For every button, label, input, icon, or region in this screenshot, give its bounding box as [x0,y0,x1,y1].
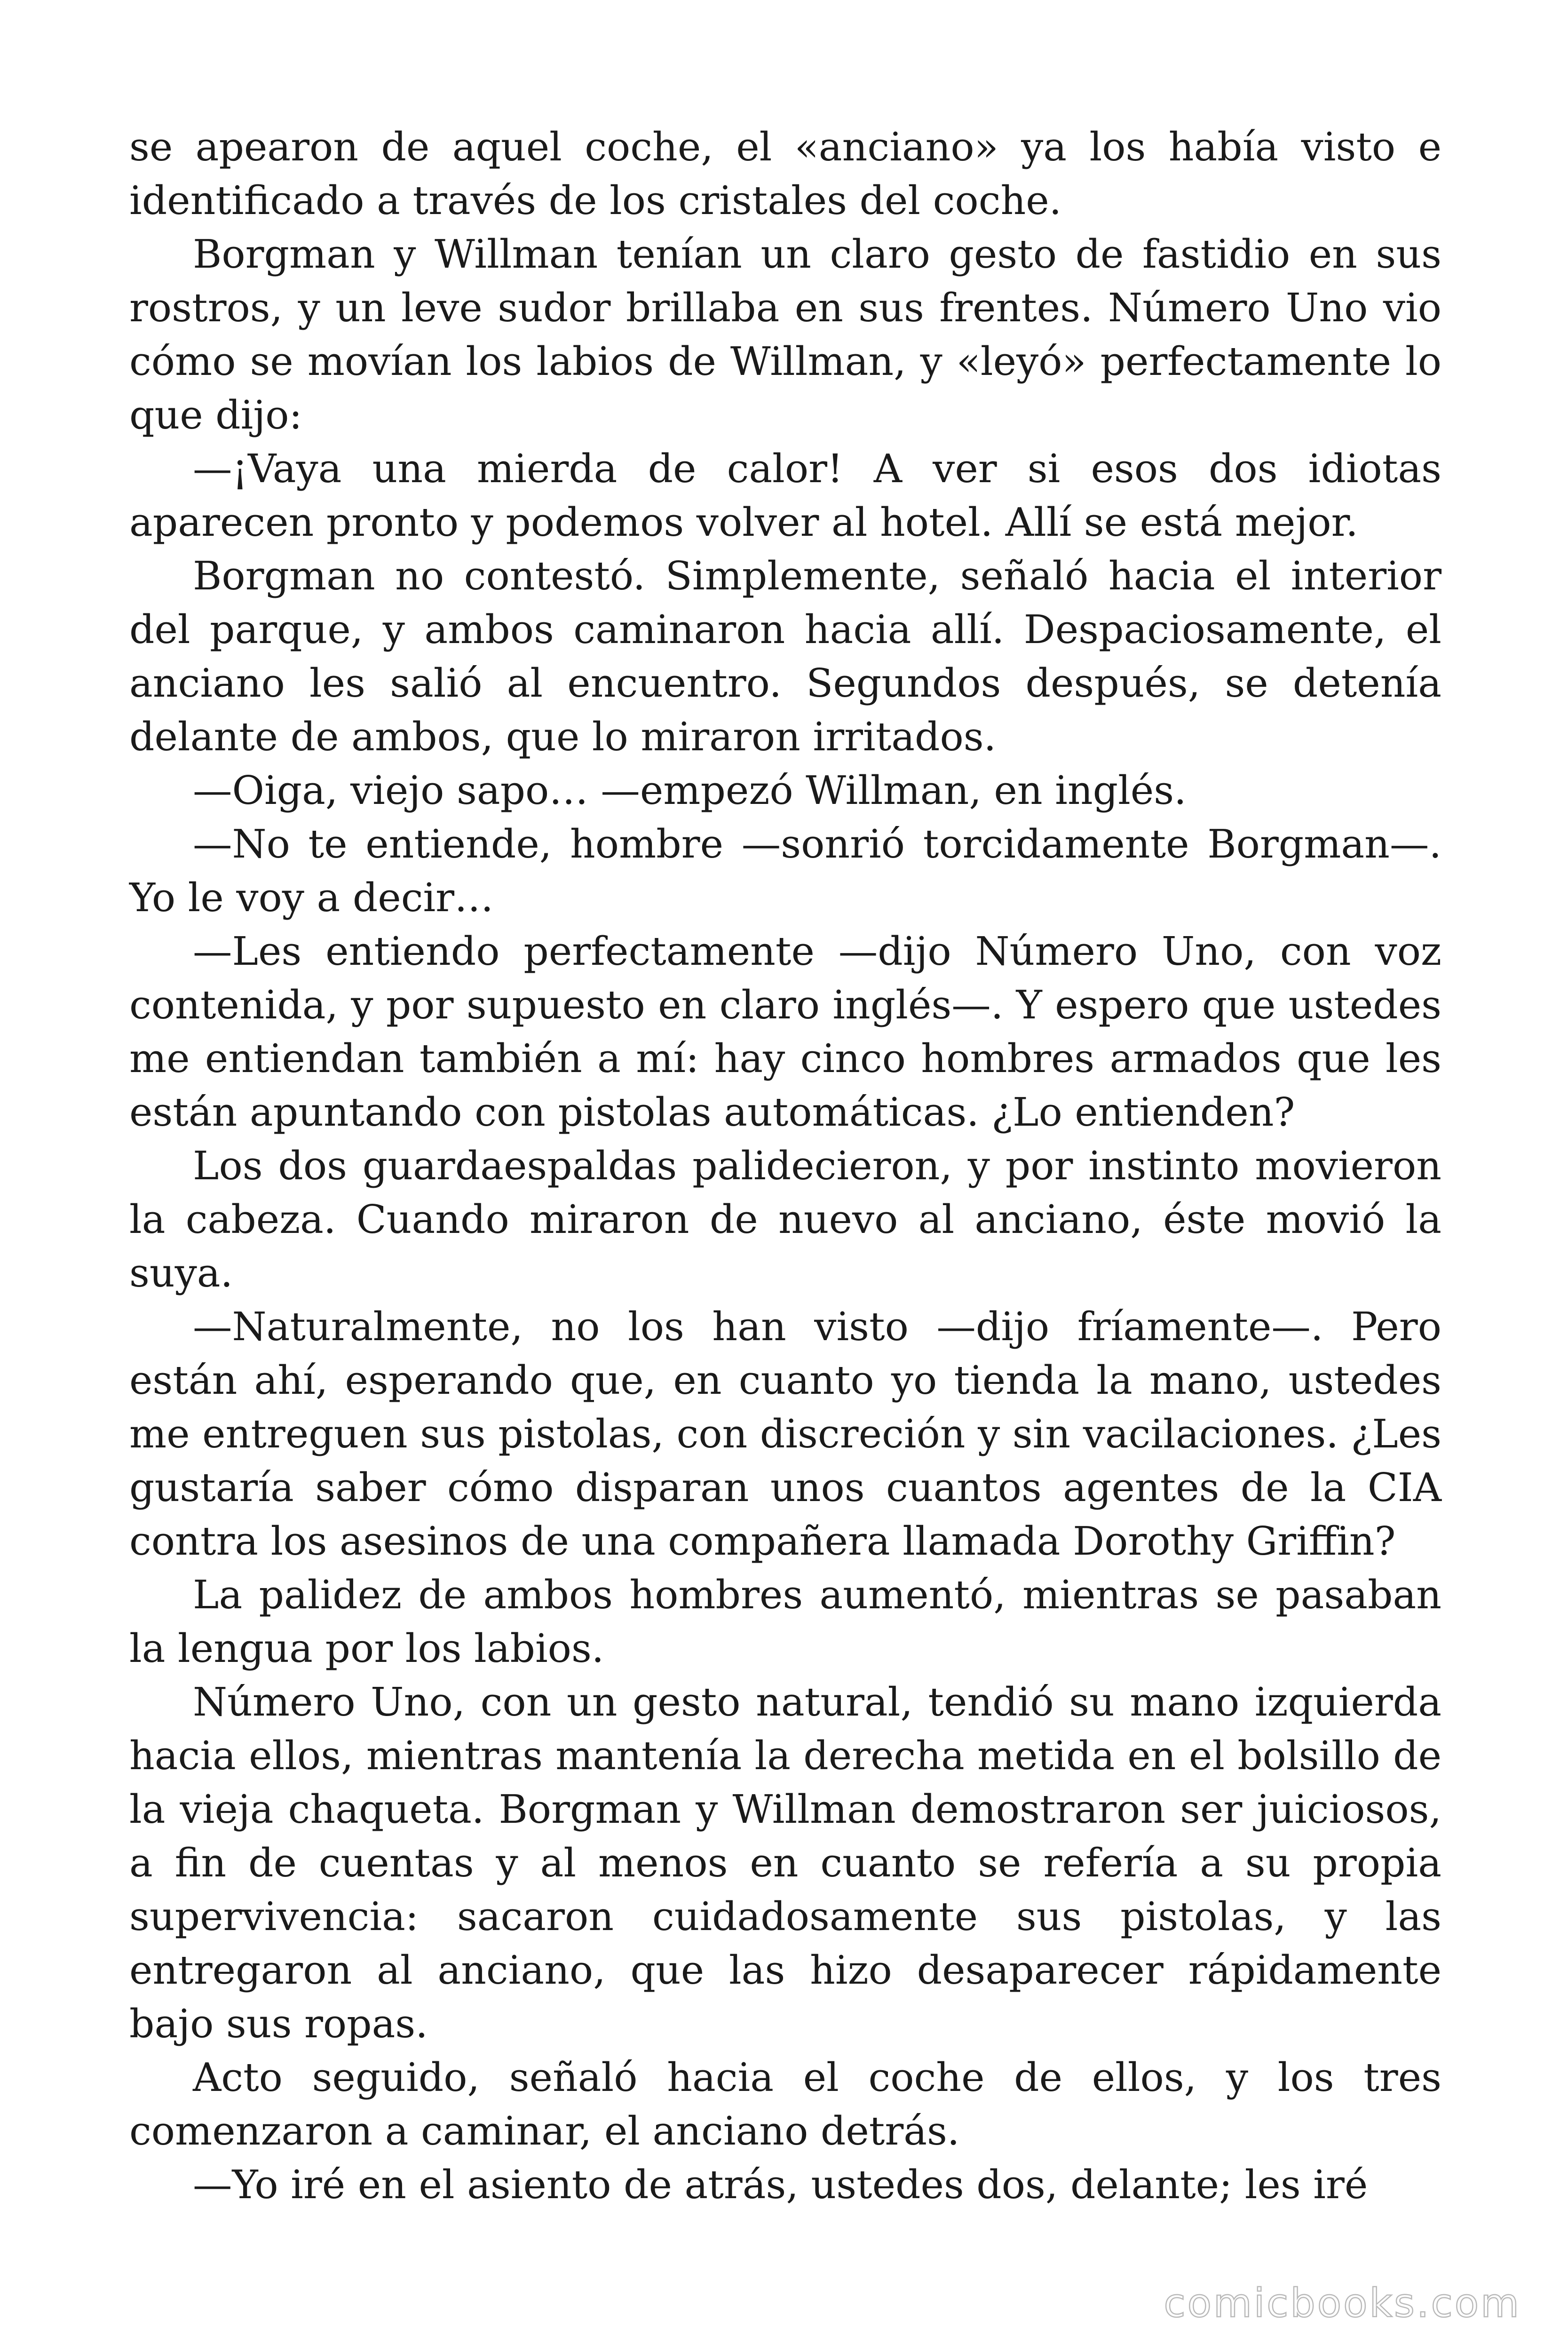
paragraph-dialogue: —Les entiendo perfectamente —dijo Número Uno, con voz contenida, y por supuesto en claro inglés—. Y espero que ustedes me entiendan también a mí: hay cinco hombres armados que les están apuntando con pistolas automáticas. ¿Lo entienden? [129,928,1441,1135]
paragraph: Borgman no contestó. Simplemente, señaló hacia el interior del parque, y ambos caminaron hacia allí. Despaciosamente, el anciano les salió al encuentro. Segundos después, se detenía delante de ambos, que lo miraron irritados. [129,553,1441,760]
paragraph-continued: se apearon de aquel coche, el «anciano» ya los había visto e identificado a través de los cristales del coche. [129,124,1441,223]
paragraph: Los dos guardaespaldas palidecieron, y por instinto movieron la cabeza. Cuando miraron de nuevo al anciano, éste movió la suya. [129,1143,1441,1296]
paragraph-dialogue: —Oiga, viejo sapo… —empezó Willman, en inglés. [193,767,1187,813]
paragraph: Número Uno, con un gesto natural, tendió su mano izquierda hacia ellos, mientras mantenía la derecha metida en el bolsillo de la vieja chaqueta. Borgman y Willman demostraron ser juiciosos, a fin de cuentas y al menos en cuanto se refería a su propia supervivencia: sacaron cuidadosamente sus pistolas, y las entregaron al anciano, que las hizo desaparecer rápidamente bajo sus ropas. [129,1679,1441,2047]
body-text [129,120,1441,2211]
watermark-text: comicbooks.com [1164,2280,1521,2326]
paragraph-dialogue: —Naturalmente, no los han visto —dijo fríamente—. Pero están ahí, esperando que, en cuanto yo tienda la mano, ustedes me entreguen sus pistolas, con discreción y sin vacilaciones. ¿Les gustaría saber cómo disparan unos cuantos agentes de la CIA contra los asesinos de una compañera llamada Dorothy Griffin? [129,1303,1441,1564]
paragraph: Acto seguido, señaló hacia el coche de ellos, y los tres comenzaron a caminar, el anciano detrás. [129,2054,1441,2154]
paragraph: Borgman y Willman tenían un claro gesto de fastidio en sus rostros, y un leve sudor brillaba en sus frentes. Número Uno vio cómo se movían los labios de Willman, y «leyó» perfectamente lo que dijo: [129,231,1441,438]
paragraph: La palidez de ambos hombres aumentó, mientras se pasaban la lengua por los labios. [129,1572,1441,1671]
paragraph-dialogue-truncated: —Yo iré en el asiento de atrás, ustedes dos, delante; les iré [193,2161,1368,2208]
paragraph-dialogue: —No te entiende, hombre —sonrió torcidamente Borgman—. Yo le voy a decir… [129,821,1441,921]
paragraph-dialogue: —¡Vaya una mierda de calor! A ver si esos dos idiotas aparecen pronto y podemos volver al hotel. Allí se está mejor. [129,445,1441,545]
